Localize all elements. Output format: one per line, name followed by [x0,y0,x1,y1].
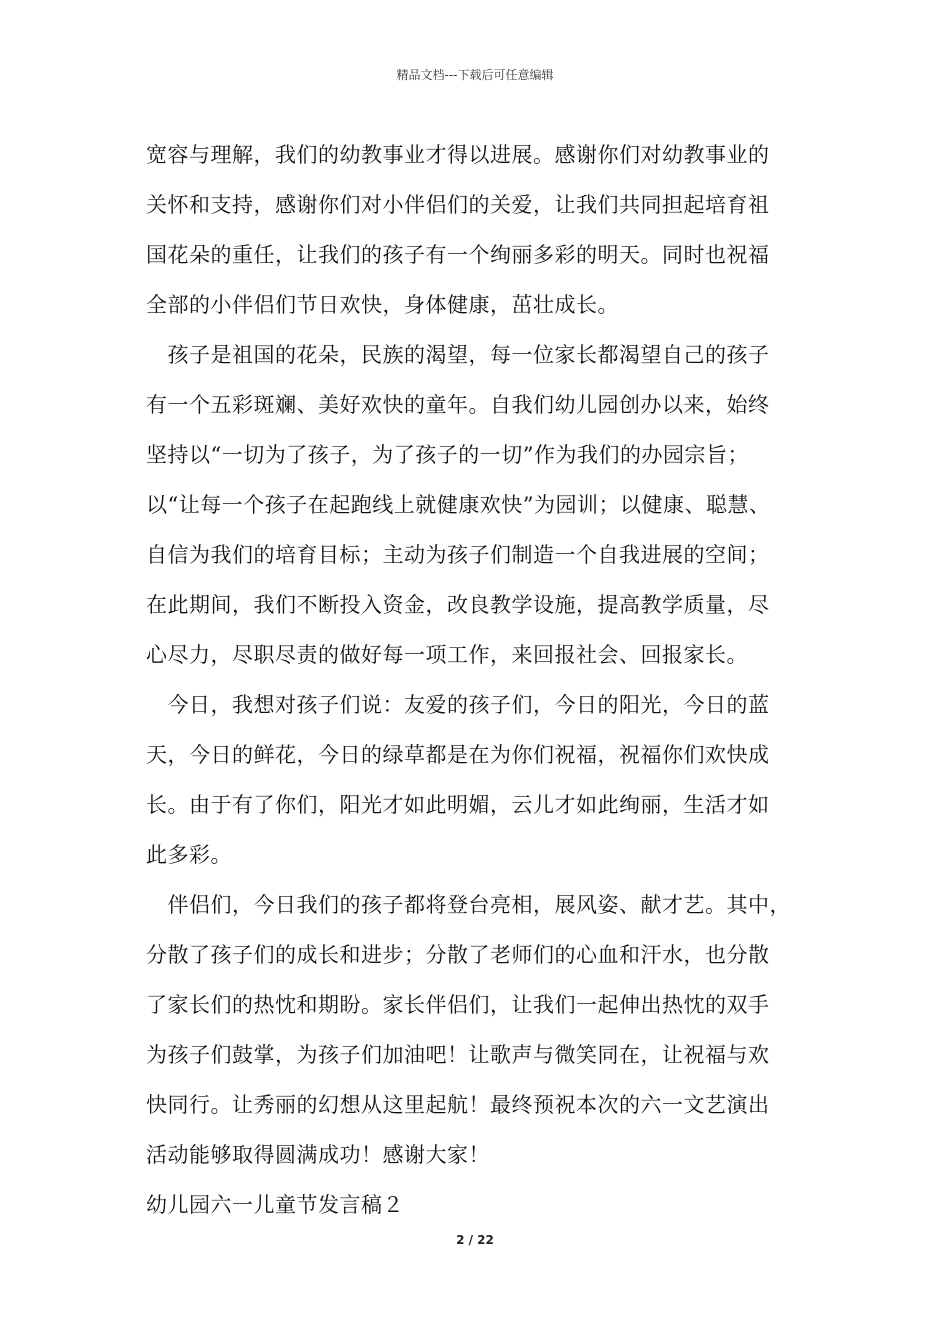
text-line: 长。由于有了你们，阳光才如此明媚，云儿才如此绚丽，生活才如 [146,793,770,817]
text-line: 快同行。让秀丽的幻想从这里起航！最终预祝本次的六一文艺演出 [146,1093,770,1117]
text-line: 宽容与理解，我们的幼教事业才得以进展。感谢你们对幼教事业的 [146,143,770,167]
text-line: 国花朵的重任，让我们的孩子有一个绚丽多彩的明天。同时也祝福 [146,243,770,267]
text-line: 全部的小伴侣们节日欢快，身体健康，茁壮成长。 [146,293,619,317]
text-line: 活动能够取得圆满成功！感谢大家！ [146,1143,490,1167]
page-number: 2 / 22 [456,1233,494,1247]
text-line: 此多彩。 [146,843,232,867]
text-line: 自信为我们的培育目标；主动为孩子们制造一个自我进展的空间； [146,543,770,567]
text-line: 天，今日的鲜花，今日的绿草都是在为你们祝福，祝福你们欢快成 [146,743,770,767]
text-line: 有一个五彩斑斓、美好欢快的童年。自我们幼儿园创办以来，始终 [146,393,770,417]
text-line: 在此期间，我们不断投入资金，改良教学设施，提高教学质量，尽 [146,593,770,617]
text-line: 坚持以“一切为了孩子，为了孩子的一切”作为我们的办园宗旨； [146,443,749,467]
text-line: 分散了孩子们的成长和进步；分散了老师们的心血和汗水，也分散 [146,943,770,967]
text-line: 伴侣们，今日我们的孩子都将登台亮相，展风姿、献才艺。其中， [146,893,791,917]
text-line: 了家长们的热忱和期盼。家长伴侣们，让我们一起伸出热忱的双手 [146,993,770,1017]
text-line: 以“让每一个孩子在起跑线上就健康欢快”为园训；以健康、聪慧、 [146,493,771,517]
text-line: 孩子是祖国的花朵，民族的渴望，每一位家长都渴望自己的孩子 [146,343,770,367]
text-line: 为孩子们鼓掌，为孩子们加油吧！让歌声与微笑同在，让祝福与欢 [146,1043,770,1067]
text-line: 今日，我想对孩子们说：友爱的孩子们，今日的阳光，今日的蓝 [146,693,770,717]
section-heading: 幼儿园六一儿童节发言稿２ [146,1193,404,1217]
page-header: 精品文档---下载后可任意编辑 [396,68,554,82]
text-line: 关怀和支持，感谢你们对小伴侣们的关爱，让我们共同担起培育祖 [146,193,770,217]
document-body [146,130,836,1230]
text-line: 心尽力，尽职尽责的做好每一项工作，来回报社会、回报家长。 [146,643,748,667]
